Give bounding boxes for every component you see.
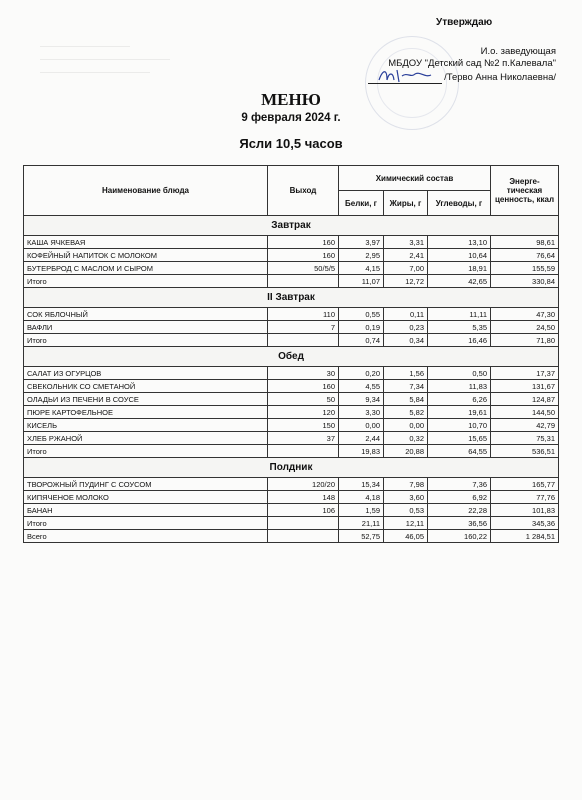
carbs-cell: 11,11 <box>428 308 491 321</box>
fat-cell: 20,88 <box>384 445 428 458</box>
carbs-cell: 64,55 <box>428 445 491 458</box>
dish-name-cell: СОК ЯБЛОЧНЫЙ <box>24 308 268 321</box>
energy-cell: 98,61 <box>491 236 559 249</box>
approval-signer: /Терво Анна Николаевна/ <box>444 72 556 83</box>
grand-total-label: Всего <box>24 530 268 543</box>
energy-cell: 42,79 <box>491 419 559 432</box>
carbs-cell: 11,83 <box>428 380 491 393</box>
document-title: МЕНЮ <box>261 90 321 109</box>
carbs-cell: 18,91 <box>428 262 491 275</box>
empty-output-cell <box>268 275 339 288</box>
fat-cell: 46,05 <box>384 530 428 543</box>
approval-title: Утверждаю <box>436 17 493 28</box>
dish-name-cell: ТВОРОЖНЫЙ ПУДИНГ С СОУСОМ <box>24 478 268 491</box>
section-title: II Завтрак <box>24 288 559 308</box>
carbs-cell: 7,36 <box>428 478 491 491</box>
fat-cell: 12,11 <box>384 517 428 530</box>
protein-cell: 15,34 <box>339 478 384 491</box>
table-row <box>24 478 559 491</box>
empty-output-cell <box>268 334 339 347</box>
section-header-row <box>24 458 559 478</box>
energy-cell: 47,30 <box>491 308 559 321</box>
dish-name-cell: ХЛЕБ РЖАНОЙ <box>24 432 268 445</box>
carbs-cell: 6,26 <box>428 393 491 406</box>
dish-name-cell: КАША ЯЧКЕВАЯ <box>24 236 268 249</box>
energy-cell: 77,76 <box>491 491 559 504</box>
protein-cell: 52,75 <box>339 530 384 543</box>
output-cell: 50/5/5 <box>268 262 339 275</box>
bleed-through-text <box>40 53 170 60</box>
output-cell: 148 <box>268 491 339 504</box>
energy-cell: 1 284,51 <box>491 530 559 543</box>
output-cell: 50 <box>268 393 339 406</box>
fat-cell: 7,98 <box>384 478 428 491</box>
dish-name-cell: КОФЕЙНЫЙ НАПИТОК С МОЛОКОМ <box>24 249 268 262</box>
dish-name-cell: БУТЕРБРОД С МАСЛОМ И СЫРОМ <box>24 262 268 275</box>
approval-role: И.о. заведующая <box>480 46 556 57</box>
energy-cell: 330,84 <box>491 275 559 288</box>
table-row <box>24 308 559 321</box>
output-cell: 160 <box>268 236 339 249</box>
menu-table-body <box>24 216 559 543</box>
protein-cell: 21,11 <box>339 517 384 530</box>
table-row <box>24 321 559 334</box>
table-row <box>24 249 559 262</box>
table-row <box>24 236 559 249</box>
approval-organization: МБДОУ "Детский сад №2 п.Калевала" <box>388 58 556 69</box>
dish-name-cell: КИПЯЧЕНОЕ МОЛОКО <box>24 491 268 504</box>
energy-cell: 165,77 <box>491 478 559 491</box>
dish-name-cell: КИСЕЛЬ <box>24 419 268 432</box>
protein-cell: 19,83 <box>339 445 384 458</box>
protein-cell: 0,55 <box>339 308 384 321</box>
carbs-cell: 6,92 <box>428 491 491 504</box>
fat-cell: 0,32 <box>384 432 428 445</box>
document-group: Ясли 10,5 часов <box>239 136 343 151</box>
subtotal-row <box>24 334 559 347</box>
table-row <box>24 380 559 393</box>
energy-cell: 101,83 <box>491 504 559 517</box>
subtotal-label: Итого <box>24 445 268 458</box>
output-cell: 7 <box>268 321 339 334</box>
dish-name-cell: БАНАН <box>24 504 268 517</box>
protein-cell: 2,44 <box>339 432 384 445</box>
table-row <box>24 491 559 504</box>
energy-cell: 76,64 <box>491 249 559 262</box>
fat-cell: 0,00 <box>384 419 428 432</box>
empty-output-cell <box>268 517 339 530</box>
grand-total-row <box>24 530 559 543</box>
energy-cell: 124,87 <box>491 393 559 406</box>
protein-cell: 0,74 <box>339 334 384 347</box>
bleed-through-text <box>40 66 150 73</box>
energy-cell: 24,50 <box>491 321 559 334</box>
protein-cell: 1,59 <box>339 504 384 517</box>
dish-name-cell: ПЮРЕ КАРТОФЕЛЬНОЕ <box>24 406 268 419</box>
section-header-row <box>24 216 559 236</box>
fat-cell: 12,72 <box>384 275 428 288</box>
dish-name-cell: ОЛАДЬИ ИЗ ПЕЧЕНИ В СОУСЕ <box>24 393 268 406</box>
header-protein: Белки, г <box>339 191 384 216</box>
carbs-cell: 160,22 <box>428 530 491 543</box>
table-row <box>24 432 559 445</box>
protein-cell: 0,20 <box>339 367 384 380</box>
carbs-cell: 19,61 <box>428 406 491 419</box>
output-cell: 106 <box>268 504 339 517</box>
output-cell: 120 <box>268 406 339 419</box>
energy-cell: 17,37 <box>491 367 559 380</box>
table-row <box>24 504 559 517</box>
header-chemical-composition: Химический состав <box>339 166 491 191</box>
carbs-cell: 42,65 <box>428 275 491 288</box>
section-header-row <box>24 347 559 367</box>
carbs-cell: 10,70 <box>428 419 491 432</box>
energy-cell: 75,31 <box>491 432 559 445</box>
fat-cell: 0,53 <box>384 504 428 517</box>
dish-name-cell: СВЕКОЛЬНИК СО СМЕТАНОЙ <box>24 380 268 393</box>
subtotal-row <box>24 445 559 458</box>
output-cell: 120/20 <box>268 478 339 491</box>
energy-cell: 536,51 <box>491 445 559 458</box>
protein-cell: 4,15 <box>339 262 384 275</box>
dish-name-cell: САЛАТ ИЗ ОГУРЦОВ <box>24 367 268 380</box>
table-row <box>24 367 559 380</box>
energy-cell: 71,80 <box>491 334 559 347</box>
output-cell: 30 <box>268 367 339 380</box>
fat-cell: 3,31 <box>384 236 428 249</box>
energy-cell: 144,50 <box>491 406 559 419</box>
carbs-cell: 36,56 <box>428 517 491 530</box>
table-row <box>24 406 559 419</box>
table-row <box>24 262 559 275</box>
protein-cell: 0,19 <box>339 321 384 334</box>
header-carbs: Углеводы, г <box>428 191 491 216</box>
carbs-cell: 0,50 <box>428 367 491 380</box>
fat-cell: 5,84 <box>384 393 428 406</box>
carbs-cell: 22,28 <box>428 504 491 517</box>
carbs-cell: 13,10 <box>428 236 491 249</box>
protein-cell: 11,07 <box>339 275 384 288</box>
energy-cell: 131,67 <box>491 380 559 393</box>
output-cell: 160 <box>268 380 339 393</box>
header-output: Выход <box>268 166 339 216</box>
carbs-cell: 15,65 <box>428 432 491 445</box>
carbs-cell: 16,46 <box>428 334 491 347</box>
fat-cell: 1,56 <box>384 367 428 380</box>
bleed-through-text <box>40 40 130 47</box>
subtotal-label: Итого <box>24 275 268 288</box>
protein-cell: 3,97 <box>339 236 384 249</box>
fat-cell: 7,00 <box>384 262 428 275</box>
fat-cell: 0,34 <box>384 334 428 347</box>
output-cell: 37 <box>268 432 339 445</box>
output-cell: 150 <box>268 419 339 432</box>
empty-output-cell <box>268 530 339 543</box>
protein-cell: 3,30 <box>339 406 384 419</box>
section-header-row <box>24 288 559 308</box>
fat-cell: 5,82 <box>384 406 428 419</box>
protein-cell: 2,95 <box>339 249 384 262</box>
handwritten-signature <box>375 66 435 86</box>
fat-cell: 0,23 <box>384 321 428 334</box>
energy-cell: 155,59 <box>491 262 559 275</box>
table-row <box>24 393 559 406</box>
subtotal-row <box>24 517 559 530</box>
fat-cell: 2,41 <box>384 249 428 262</box>
empty-output-cell <box>268 445 339 458</box>
output-cell: 160 <box>268 249 339 262</box>
subtotal-label: Итого <box>24 517 268 530</box>
section-title: Полдник <box>24 458 559 478</box>
protein-cell: 9,34 <box>339 393 384 406</box>
section-title: Завтрак <box>24 216 559 236</box>
section-title: Обед <box>24 347 559 367</box>
header-fat: Жиры, г <box>384 191 428 216</box>
menu-table <box>23 165 559 543</box>
fat-cell: 7,34 <box>384 380 428 393</box>
document-date: 9 февраля 2024 г. <box>241 112 341 124</box>
fat-cell: 0,11 <box>384 308 428 321</box>
header-dish-name: Наименование блюда <box>24 166 268 216</box>
dish-name-cell: ВАФЛИ <box>24 321 268 334</box>
energy-cell: 345,36 <box>491 517 559 530</box>
protein-cell: 4,55 <box>339 380 384 393</box>
protein-cell: 4,18 <box>339 491 384 504</box>
table-row <box>24 419 559 432</box>
protein-cell: 0,00 <box>339 419 384 432</box>
carbs-cell: 10,64 <box>428 249 491 262</box>
subtotal-row <box>24 275 559 288</box>
header-energy: Энерге-тическая ценность, ккал <box>491 166 559 216</box>
output-cell: 110 <box>268 308 339 321</box>
subtotal-label: Итого <box>24 334 268 347</box>
fat-cell: 3,60 <box>384 491 428 504</box>
carbs-cell: 5,35 <box>428 321 491 334</box>
